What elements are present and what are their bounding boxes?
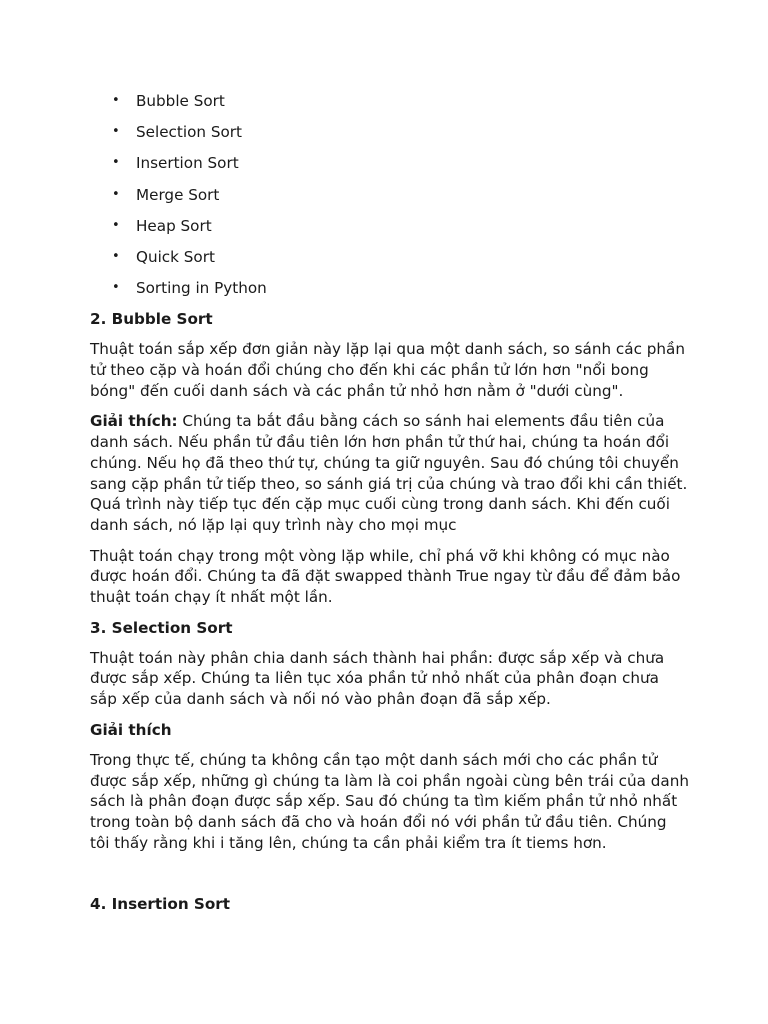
bullet-icon: •	[112, 217, 120, 233]
toc-item-selection-sort	[90, 121, 690, 152]
toc-item-label: Insertion Sort	[136, 154, 239, 173]
section-heading-selection-sort: 3. Selection Sort	[90, 618, 233, 637]
toc-item-quick-sort	[90, 246, 690, 277]
toc-item-label: Heap Sort	[136, 216, 212, 235]
selection-sort-explanation: Trong thực tế, chúng ta không cần tạo một danh sách mới cho các phần tử được sắp xếp, những gì chúng ta làm là coi phần ngoài cùng bên trái của danh sách là phân đoạn được sắp xếp. Sau đó chúng ta tìm kiếm phần tử nhỏ nhất trong toàn bộ danh sách đã cho và hoán đổi nó với phần tử đầu tiên. Chúng tôi thấy rằng khi i tăng lên, chúng ta cần phải kiểm tra ít tiems hơn.	[90, 750, 689, 852]
toc-item-bubble-sort	[90, 90, 690, 121]
bullet-icon: •	[112, 155, 120, 171]
toc-item-label: Bubble Sort	[136, 92, 225, 110]
document-page	[90, 90, 690, 915]
toc-item-label: Selection Sort	[136, 123, 242, 142]
bullet-icon: •	[112, 248, 120, 264]
section-heading-insertion-sort: 4. Insertion Sort	[90, 895, 231, 914]
selection-sort-explanation-heading: Giải thích	[90, 720, 172, 739]
toc-item-insertion-sort	[90, 152, 690, 183]
bullet-icon: •	[112, 280, 120, 296]
bubble-sort-loop-note: Thuật toán chạy trong một vòng lặp while, chỉ phá vỡ khi không có mục nào được hoán đổi. Chúng ta đã đặt swapped thành True ngay từ đầu để đảm bảo thuật toán chạy ít nhất một lần.	[90, 546, 681, 607]
toc-item-label: Quick Sort	[136, 247, 215, 266]
bullet-icon: •	[112, 186, 120, 202]
toc-item-heap-sort	[90, 215, 690, 246]
selection-sort-intro: Thuật toán này phân chia danh sách thành hai phần: được sắp xếp và chưa được sắp xếp. Chúng ta liên tục xóa phần tử nhỏ nhất của phân đoạn chưa sắp xếp của danh sách và nối nó vào phân đoạn đã sắp xếp.	[90, 648, 665, 709]
explanation-label: Giải thích:	[90, 412, 178, 431]
section-heading-bubble-sort: 2. Bubble Sort	[90, 310, 213, 329]
bubble-sort-explanation	[90, 411, 690, 535]
toc-list	[90, 90, 690, 308]
toc-item-label: Merge Sort	[136, 185, 220, 204]
bullet-icon: •	[112, 93, 120, 108]
bullet-icon: •	[112, 124, 120, 140]
toc-item-label: Sorting in Python	[136, 279, 267, 298]
toc-item-sorting-in-python	[90, 277, 690, 308]
toc-item-merge-sort	[90, 184, 690, 215]
explanation-text: Chúng ta bắt đầu bằng cách so sánh hai elements đầu tiên của danh sách. Nếu phần tử đầu tiên lớn hơn phần tử thứ hai, chúng ta hoán đổi chúng. Nếu họ đã theo thứ tự, chúng ta giữ nguyên. Sau đó chúng tôi chuyển sang cặp phần tử tiếp theo, so sánh giá trị của chúng và trao đổi khi cần thiết. Quá trình này tiếp tục đến cặp mục cuối cùng trong danh sách. Khi đến cuối danh sách, nó lặp lại quy trình này cho mọi mục	[90, 412, 688, 534]
bubble-sort-intro: Thuật toán sắp xếp đơn giản này lặp lại qua một danh sách, so sánh các phần tử theo cặp và hoán đổi chúng cho đến khi các phần tử lớn hơn "nổi bong bóng" đến cuối danh sách và các phần tử nhỏ hơn nằm ở "dưới cùng".	[90, 340, 685, 400]
